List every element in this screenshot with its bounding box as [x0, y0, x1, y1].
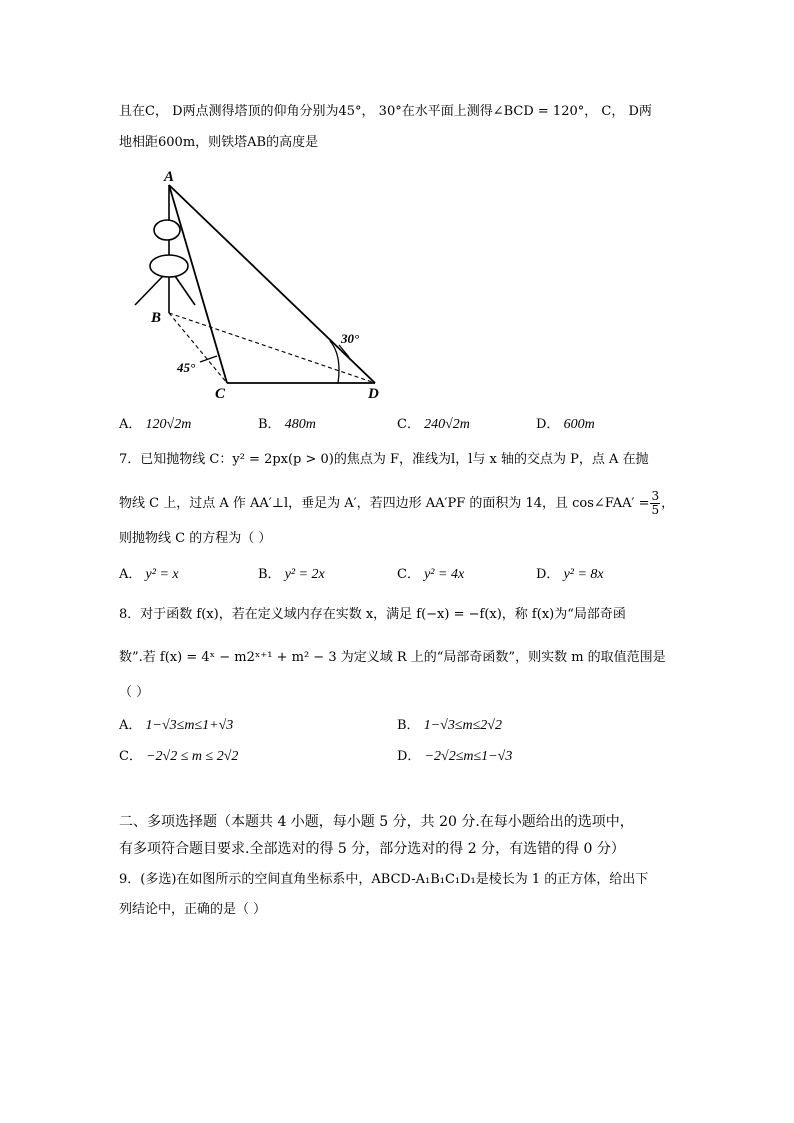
q6-option-b[interactable]	[258, 416, 316, 434]
option-key: A．	[119, 718, 142, 733]
option-key: C．	[119, 749, 142, 764]
option-text: y² = 4x	[424, 567, 465, 582]
label-angle-30: 30°	[341, 331, 360, 346]
option-text: 1−√3≤m≤1+√3	[145, 718, 234, 733]
label-a: A	[164, 169, 175, 185]
q6-text-line-1: 且在C， D两点测得塔顶的仰角分别为45°， 30°在水平面上测得∠BCD = 120°， C， D两	[119, 104, 652, 119]
dashed-lines	[169, 313, 375, 383]
q7-text-line-1: 7．已知抛物线 C：y² = 2px(p > 0)的焦点为 F，准线为l，l与 x 轴的交点为 P，点 A 在抛	[119, 452, 649, 467]
label-angle-45: 45°	[177, 360, 196, 375]
option-text: −2√2≤m≤1−√3	[424, 749, 513, 764]
q8-text-line-2: 数”.若 f(x) = 4ˣ − m2ˣ⁺¹ + m² − 3 为定义域 R 上的“局部奇函数”，则实数 m 的取值范围是	[119, 650, 666, 665]
option-text: 480m	[284, 417, 316, 432]
option-text: 1−√3≤m≤2√2	[423, 718, 502, 733]
q6-text-line-2: 地相距600m，则铁塔AB的高度是	[119, 135, 319, 150]
q8-option-b[interactable]	[397, 717, 502, 735]
q9-text-line-1: 9．(多选)在如图所示的空间直角坐标系中，ABCD-A₁B₁C₁D₁是棱长为 1 的正方体，给出下	[119, 872, 649, 887]
option-text: 240√2m	[424, 417, 470, 432]
q7-option-b[interactable]	[258, 566, 325, 584]
fraction-denominator: 5	[651, 503, 660, 517]
tower-figure	[0, 0, 794, 420]
q8-option-a[interactable]	[119, 717, 233, 735]
q6-option-d[interactable]	[536, 416, 595, 434]
section2-header-line-1: 二、多项选择题（本题共 4 小题，每小题 5 分，共 20 分.在每小题给出的选项中，	[119, 814, 634, 830]
option-text: y² = x	[145, 567, 179, 582]
section2-header-line-2: 有多项符合题目要求.全部选对的得 5 分，部分选对的得 2 分，有选错的得 0 分）	[119, 841, 625, 857]
q8-text-line-1: 8．对于函数 f(x)，若在定义域内存在实数 x，满足 f(−x) = −f(x)，称 f(x)为“局部奇函	[119, 607, 626, 622]
label-b: B	[151, 310, 162, 326]
label-c: C	[215, 386, 226, 402]
option-text: y² = 8x	[563, 567, 604, 582]
q7-text-line-3: 则抛物线 C 的方程为（ ）	[119, 531, 272, 546]
q7-option-d[interactable]	[536, 566, 604, 584]
option-key: B．	[397, 718, 420, 733]
q7-option-c[interactable]	[397, 566, 464, 584]
option-key: D．	[536, 417, 560, 432]
q6-option-a[interactable]	[119, 416, 191, 434]
triangle-lines	[169, 185, 375, 383]
option-key: A．	[119, 567, 142, 582]
option-key: C．	[397, 417, 420, 432]
q8-option-c[interactable]	[119, 748, 238, 766]
tower-drawing	[135, 185, 195, 313]
angle-mark-45	[200, 356, 217, 362]
option-key: B．	[258, 567, 281, 582]
option-key: C．	[397, 567, 420, 582]
fraction-3-5	[650, 490, 660, 517]
option-key: D．	[536, 567, 560, 582]
option-key: D．	[397, 749, 421, 764]
q7-option-a[interactable]	[119, 566, 179, 584]
q8-option-d[interactable]	[397, 748, 512, 766]
option-key: A．	[119, 417, 142, 432]
option-text: −2√2 ≤ m ≤ 2√2	[146, 749, 239, 764]
option-text: 600m	[563, 417, 595, 432]
option-key: B．	[258, 417, 281, 432]
q7-line2-pre: 物线 C 上，过点 A 作 AA′⊥l，垂足为 A′，若四边形 AA′PF 的面积为 14，且 cos∠FAA′ =	[119, 496, 650, 511]
fraction-numerator: 3	[651, 489, 660, 503]
q6-option-c[interactable]	[397, 416, 470, 434]
label-d: D	[368, 386, 379, 402]
q7-line2-post: ，	[661, 496, 675, 511]
q8-text-line-3: （ ）	[119, 685, 150, 700]
option-text: y² = 2x	[284, 567, 325, 582]
q9-text-line-2: 列结论中，正确的是（ ）	[119, 902, 267, 917]
q7-text-line-2	[119, 490, 674, 517]
option-text: 120√2m	[145, 417, 192, 432]
